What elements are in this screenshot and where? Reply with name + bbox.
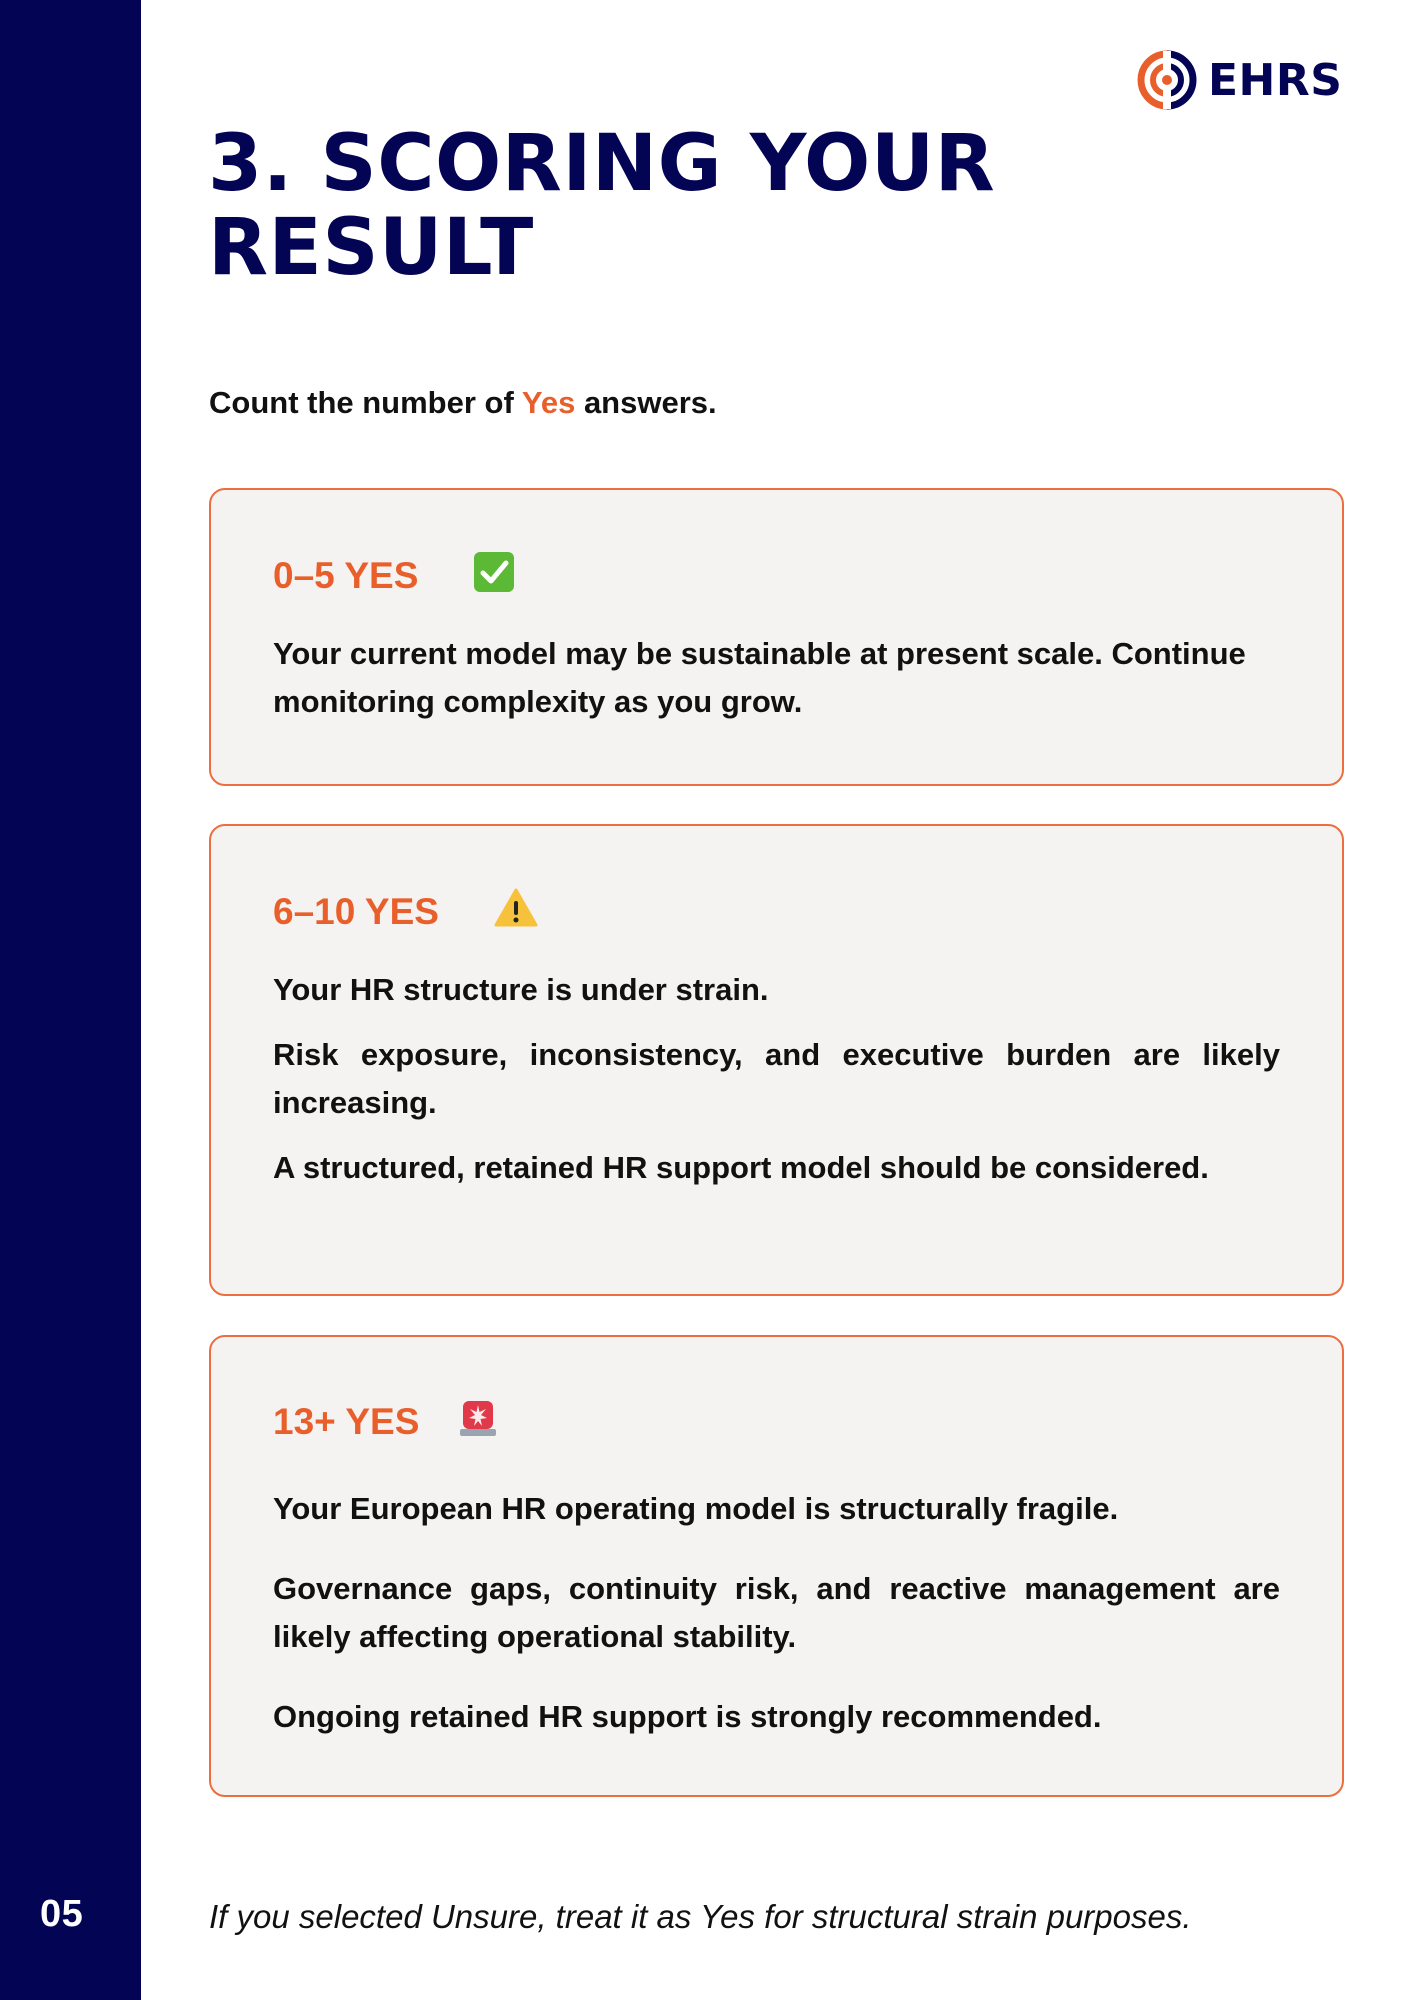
page-title — [208, 119, 1208, 293]
logo-text: EHRS — [1208, 54, 1343, 106]
intro-before: Count the number of — [209, 385, 514, 420]
page-number: 05 — [40, 1893, 84, 1935]
siren-icon — [457, 1397, 499, 1448]
card-text: A structured, retained HR support model should be considered. — [273, 1150, 1209, 1185]
score-card-high — [209, 1335, 1344, 1797]
ehrs-logo-icon — [1136, 49, 1198, 111]
card-heading-text: 6–10 YES — [273, 891, 439, 932]
card-heading — [273, 551, 1280, 601]
card-text: Ongoing retained HR support is strongly recommended. — [273, 1699, 1102, 1734]
card-text: Your European HR operating model is structurally fragile. — [273, 1491, 1119, 1526]
intro-text — [209, 385, 717, 421]
card-heading — [273, 1397, 1280, 1447]
footnote: If you selected Unsure, treat it as Yes for structural strain purposes. — [209, 1898, 1192, 1935]
card-heading-text: 13+ YES — [273, 1401, 420, 1442]
title-line-2: RESULT — [208, 203, 534, 293]
card-text: Your HR structure is under strain. — [273, 972, 769, 1007]
card-text: Governance gaps, continuity risk, and reactive management are likely affecting operational stability. — [273, 1571, 1280, 1654]
card-text: Your current model may be sustainable at present scale. Continue monitoring complexity as you grow. — [273, 636, 1246, 719]
card-heading — [273, 887, 1280, 937]
score-card-low — [209, 488, 1344, 786]
brand-logo — [1136, 48, 1342, 112]
check-mark-icon — [473, 551, 515, 602]
card-text: Risk exposure, inconsistency, and executive burden are likely increasing. — [273, 1037, 1280, 1120]
intro-after: answers. — [583, 385, 717, 420]
intro-highlight: Yes — [521, 385, 576, 420]
title-line-1: 3. SCORING YOUR — [208, 119, 996, 209]
sidebar-band — [0, 0, 141, 2000]
card-heading-text: 0–5 YES — [273, 555, 419, 596]
score-card-medium — [209, 824, 1344, 1296]
warning-icon — [494, 888, 538, 937]
